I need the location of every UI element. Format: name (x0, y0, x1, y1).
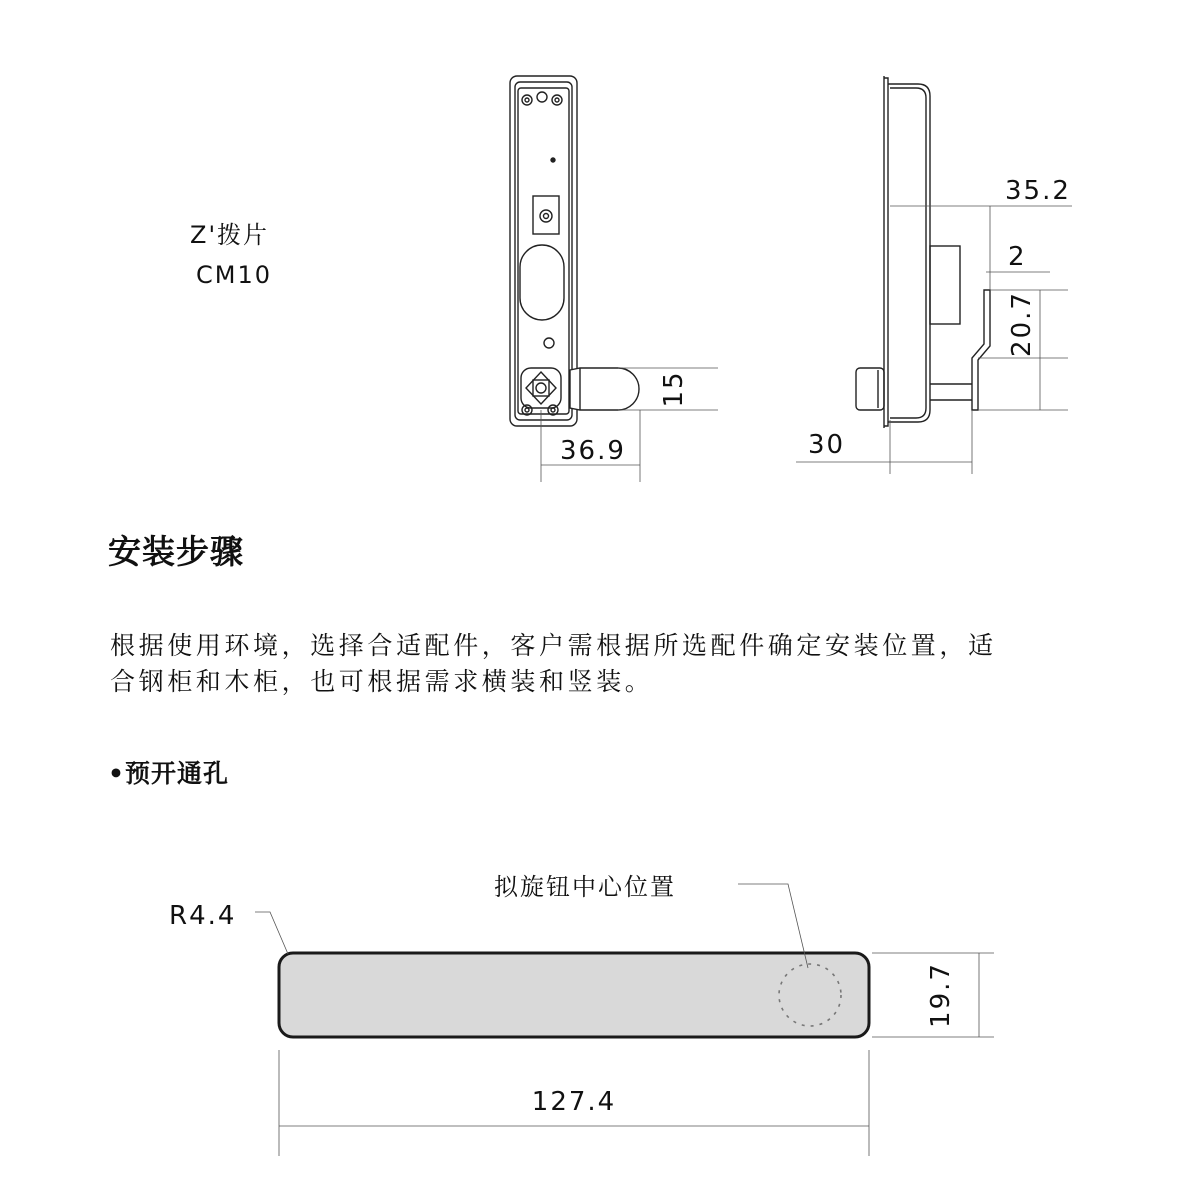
side-body (888, 84, 930, 422)
dim-cutout-length: 127.4 (531, 1087, 617, 1117)
screw-icon (552, 95, 562, 105)
knob-center-label: 拟旋钮中心位置 (494, 873, 676, 901)
front-face-plate (518, 88, 569, 414)
instruction-line-1: 根据使用环境，选择合适配件，客户需根据所选配件确定安装位置，适 (110, 631, 997, 660)
dim-height-a: 35.2 (1005, 176, 1071, 206)
corner-radius-label: R4.4 (169, 901, 237, 931)
screw-icon (537, 92, 547, 102)
front-view (510, 76, 639, 426)
screw-icon (551, 408, 555, 412)
side-knob (856, 368, 884, 410)
key-cylinder (533, 196, 559, 234)
screw-icon (522, 95, 532, 105)
dim-cutout-height: 19.7 (926, 962, 956, 1028)
subsection-heading: •预开通孔 (108, 759, 229, 788)
side-cylinder (930, 246, 960, 324)
dim-tab-height: 15 (659, 370, 689, 408)
screw-icon (525, 408, 529, 412)
cutout-slot (279, 953, 869, 1037)
front-outer-frame (510, 76, 577, 426)
dim-thickness: 2 (1008, 242, 1027, 272)
part-name-label: Z'拨片 (190, 221, 270, 249)
keyhole-icon (540, 210, 552, 222)
knob-housing (521, 368, 561, 408)
knob-center-icon (536, 383, 546, 393)
screw-icon (555, 98, 559, 102)
oval-window (520, 245, 564, 320)
indicator-dot (551, 158, 555, 162)
side-cam (972, 290, 990, 410)
dim-tab-width: 36.9 (560, 436, 626, 466)
small-hole (544, 338, 554, 348)
knob-diamond (526, 372, 556, 404)
section-heading: 安装步骤 (108, 532, 244, 571)
keyhole-icon (544, 214, 549, 219)
dim-offset: 20.7 (1007, 291, 1037, 357)
dim-depth: 30 (808, 430, 846, 460)
side-view (856, 76, 990, 428)
side-body-inner (890, 88, 926, 418)
screw-icon (525, 98, 529, 102)
part-code-label: CM10 (196, 261, 273, 289)
instruction-line-2: 合钢柜和木柜，也可根据需求横装和竖装。 (110, 667, 654, 696)
front-inner-frame (515, 82, 572, 420)
